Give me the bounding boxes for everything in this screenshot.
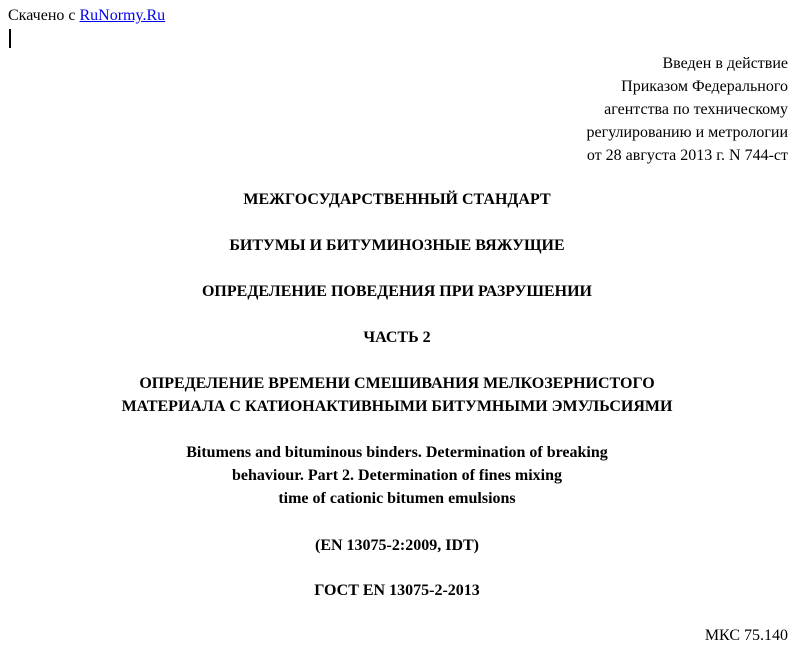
source-link[interactable]: RuNormy.Ru [79,7,166,24]
english-title-line: time of cationic bitumen emulsions [278,490,516,507]
enactment-line: Введен в действие [662,55,788,72]
document-title-line-1: БИТУМЫ И БИТУМИНОЗНЫЕ ВЯЖУЩИЕ [229,237,565,254]
english-title [0,441,794,510]
standard-equivalence: (EN 13075-2:2009, IDT) [315,537,479,554]
enactment-line: регулированию и метрологии [586,124,788,141]
subtitle-line: ОПРЕДЕЛЕНИЕ ВРЕМЕНИ СМЕШИВАНИЯ МЕЛКОЗЕРНИСТОГО [139,375,655,392]
source-line [8,6,165,25]
subtitle-line: МАТЕРИАЛА С КАТИОНАКТИВНЫМИ БИТУМНЫМИ ЭМУЛЬСИЯМИ [121,398,673,415]
classification-code: МКС 75.140 [704,627,788,644]
enactment-note [587,52,788,167]
part-number: ЧАСТЬ 2 [363,329,431,346]
enactment-line: агентства по техническому [604,101,788,118]
enactment-line: от 28 августа 2013 г. N 744-ст [586,147,788,164]
text-cursor [9,29,11,48]
standard-designation: ГОСТ EN 13075-2-2013 [314,582,480,599]
english-title-line: Bitumens and bituminous binders. Determination of breaking [186,444,608,461]
interstate-standard-heading: МЕЖГОСУДАРСТВЕННЫЙ СТАНДАРТ [243,191,551,208]
document-subtitle [0,372,794,418]
source-prefix: Скачено с [8,7,80,24]
document-title-line-2: ОПРЕДЕЛЕНИЕ ПОВЕДЕНИЯ ПРИ РАЗРУШЕНИИ [201,283,592,300]
english-title-line: behaviour. Part 2. Determination of fines mixing [231,467,563,484]
enactment-line: Приказом Федерального [621,78,788,95]
